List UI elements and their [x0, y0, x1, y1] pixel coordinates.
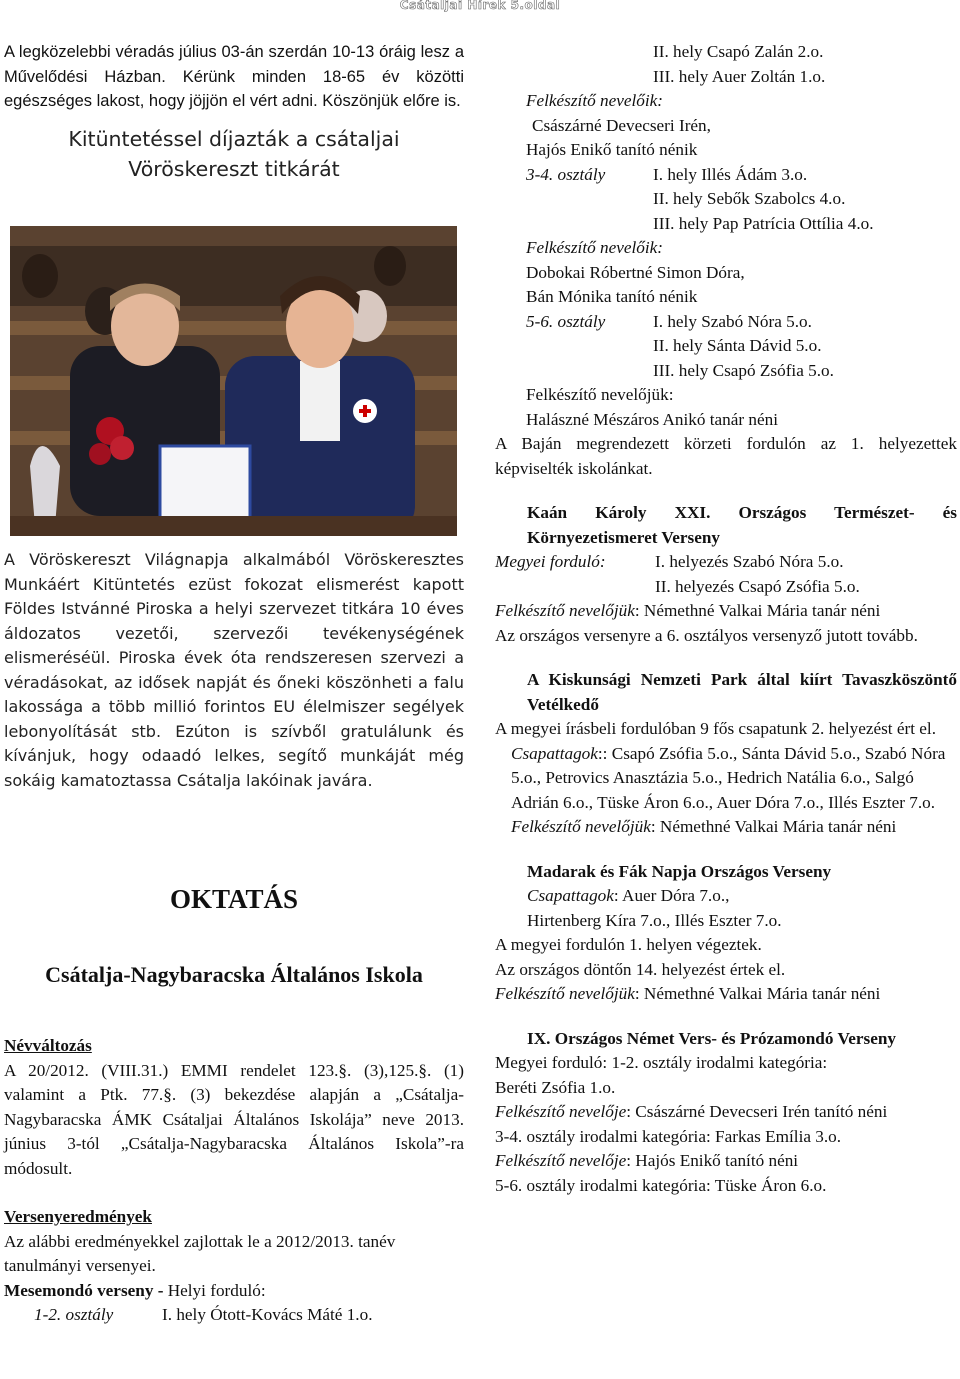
result-line: II. hely Sebők Szabolcs 4.o. — [653, 189, 846, 208]
results-heading: Versenyeredmények — [4, 1207, 152, 1226]
kiskunsag-text: A megyei írásbeli fordulóban 9 fős csapatunk 2. helyezést ért el. — [495, 719, 937, 738]
nemet-teacher-label: Felkészítő nevelője — [495, 1102, 627, 1121]
award-photo-illustration — [10, 226, 457, 536]
teacher-name: Császárné Devecseri Irén, — [532, 115, 711, 135]
madarak-team-label: Csapattagok — [527, 886, 614, 905]
madarak-teacher-name: : Némethné Valkai Mária tanár néni — [634, 984, 881, 1003]
headline-line-1: Kitüntetéssel díjazták a csátaljai — [68, 126, 400, 151]
result-line: II. hely Csapó Zalán 2.o. — [653, 42, 824, 61]
madarak-result: Az országos döntőn 14. helyezést értek el. — [495, 959, 786, 979]
madarak-team-names: : Auer Dóra 7.o., — [613, 886, 730, 905]
award-photo — [10, 226, 457, 536]
madarak-heading: Madarak és Fák Napja Országos Verseny — [527, 861, 832, 881]
kiskunsag-teacher-name: : Némethné Valkai Mária tanár néni — [650, 817, 897, 836]
kaan-round-label: Megyei forduló — [495, 552, 600, 571]
mesemondo-title: Mesemondó verseny - — [4, 1280, 168, 1300]
kaan-teacher-name: : Némethné Valkai Mária tanár néni — [634, 601, 881, 620]
kaan-teacher — [495, 599, 957, 624]
article-body: A Vöröskereszt Világnapja alkalmából Vöröskeresztes Munkáért Kitüntetés ezüst fokozat elismerést kapott Földes Istvánné Piroska a helyi szervezet titkára 10 éves áldozatos vezetői, szervezői tevékenységének elismeréséül. Piroska évek óta rendszeresen szervezi a véradásokat, az idősek napját és őneki köszönheti a falu lakossága a több millió forintos EU élelmiszer segélyek lebonyolítását stb. Ezúton is szívből gratulálunk és kívánjuk, hogy odaadó lelkes, segítő munkáját még sokáig kamatoztassa Csátalja lakóinak javára. — [4, 550, 464, 790]
class-12-first: I. hely Ótott-Kovács Máté 1.o. — [162, 1305, 373, 1324]
nemet-heading: IX. Országos Német Vers- és Prózamondó Verseny — [527, 1028, 896, 1048]
baja-note: A Baján megrendezett körzeti fordulón az 1. helyezettek képviselték iskolánkat. — [495, 434, 957, 478]
nemet-line: Beréti Zsófia 1.o. — [495, 1077, 616, 1097]
mesemondo-line — [4, 1279, 464, 1304]
result-line: III. hely Csapó Zsófia 5.o. — [653, 360, 834, 380]
teachers-heading: Felkészítő nevelőik: — [526, 238, 663, 257]
result-line: III. hely Auer Zoltán 1.o. — [653, 66, 826, 86]
madarak-team-names-2: Hirtenberg Kíra 7.o., Illés Eszter 7.o. — [527, 910, 782, 930]
madarak-result: A megyei fordulón 1. helyen végeztek. — [495, 935, 762, 954]
nemet-teacher-name: : Hajós Enikő tanító néni — [626, 1151, 799, 1170]
class-34-label: 3-4. osztály — [526, 164, 606, 184]
teachers-heading: Felkészítő nevelőik: — [526, 91, 663, 110]
result-line: III. hely Pap Patrícia Ottília 4.o. — [653, 213, 874, 233]
school-news — [4, 1034, 464, 1328]
result-line: I. helyezés Szabó Nóra 5.o. — [655, 552, 844, 571]
nemet-teacher-label: Felkészítő nevelője — [495, 1151, 627, 1170]
nemet-teacher-name: : Császárné Devecseri Irén tanító néni — [626, 1102, 888, 1121]
result-line: II. hely Sánta Dávid 5.o. — [653, 336, 822, 355]
kiskunsag-team-label: Csapattagok — [511, 743, 598, 763]
kaan-note: Az országos versenyre a 6. osztályos versenyző jutott tovább. — [495, 625, 918, 645]
kiskunsag-teacher-label: Felkészítő nevelőjük — [511, 817, 651, 836]
namechange-text: A 20/2012. (VIII.31.) EMMI rendelet 123.§. (3),125.§. (1) valamint a Ptk. 77.§. (3) bekezdése alapján a „Csátalja-Nagybaracska ÁMK Csátaljai Általános Iskolája” neve 2013. június 3-tól „Csátalja-Nagybaracska Általános Iskola”-ra módosult. — [4, 1060, 464, 1178]
nemet-line: 5-6. osztály irodalmi kategória: Tüske Áron 6.o. — [495, 1175, 827, 1195]
nemet-line: Megyei forduló: 1-2. osztály irodalmi kategória: — [495, 1053, 828, 1072]
mesemondo-round: Helyi forduló: — [167, 1280, 266, 1300]
kiskunsag-heading: A Kiskunsági Nemzeti Park által kiírt Tavaszköszöntő Vetélkedő — [527, 670, 957, 714]
teacher-name: Hajós Enikő tanító nénik — [526, 140, 698, 159]
madarak-teacher-label: Felkészítő nevelőjük — [495, 984, 635, 1003]
teachers-heading: Felkészítő nevelőjük: — [526, 385, 674, 404]
kiskunsag-team-names: :: Csapó Zsófia 5.o., Sánta Dávid 5.o., Szabó Nóra 5.o., Petrovics Anasztázia 5.o., Hedrich Natália 6.o., Salgó Adrián 6.o., Tüske Áron 6.o., Auer Dóra 7.o., Illés Eszter 7.o. — [511, 743, 946, 812]
right-column — [495, 40, 957, 1198]
class-56-line — [526, 310, 957, 335]
kaan-line-1 — [495, 550, 957, 575]
blood-donation-notice: A legközelebbi véradás július 03-án szerdán 10-13 óráig lesz a Művelődési Házban. Kérünk minden 18-65 év közötti egészséges lakost, hogy jöjjön el vért adni. Köszönjük előre is. — [4, 43, 464, 110]
results-intro: Az alábbi eredményekkel zajlottak le a 2012/2013. tanév tanulmányi versenyei. — [4, 1231, 396, 1275]
headline-line-2: Vöröskereszt titkárát — [128, 156, 340, 181]
result-line: I. hely Szabó Nóra 5.o. — [653, 311, 812, 331]
left-column — [4, 40, 464, 184]
page-header: Csátaljai Hírek 5.oldal — [399, 0, 561, 12]
class-12-line — [4, 1303, 464, 1328]
kiskunsag-teacher — [495, 815, 957, 840]
class-34-line — [526, 163, 957, 188]
kaan-teacher-label: Felkészítő nevelőjük — [495, 601, 635, 620]
school-name: Csátalja-Nagybaracska Általános Iskola — [45, 962, 423, 987]
result-line: I. hely Illés Ádám 3.o. — [653, 164, 808, 184]
article-headline — [4, 124, 464, 184]
kaan-round: Megyei forduló: — [495, 552, 606, 571]
teacher-name: Halászné Mészáros Anikó tanár néni — [526, 409, 778, 429]
result-line: II. helyezés Csapó Zsófia 5.o. — [655, 576, 860, 596]
nemet-teacher — [495, 1100, 957, 1125]
madarak-team — [527, 884, 957, 909]
section-title: OKTATÁS — [169, 884, 299, 914]
madarak-teacher — [495, 982, 957, 1007]
kaan-heading: Kaán Károly XXI. Országos Természet- és Környezetismeret Verseny — [527, 503, 957, 547]
nemet-teacher — [495, 1149, 957, 1174]
teacher-name: Bán Mónika tanító nénik — [526, 287, 698, 306]
nemet-line: 3-4. osztály irodalmi kategória: Farkas Emília 3.o. — [495, 1126, 842, 1146]
kiskunsag-team — [495, 742, 957, 816]
class-56-label: 5-6. osztály — [526, 311, 606, 331]
class-12-label: 1-2. osztály — [34, 1305, 114, 1324]
teacher-name: Dobokai Róbertné Simon Dóra, — [526, 262, 745, 282]
namechange-heading: Névváltozás — [4, 1036, 92, 1055]
